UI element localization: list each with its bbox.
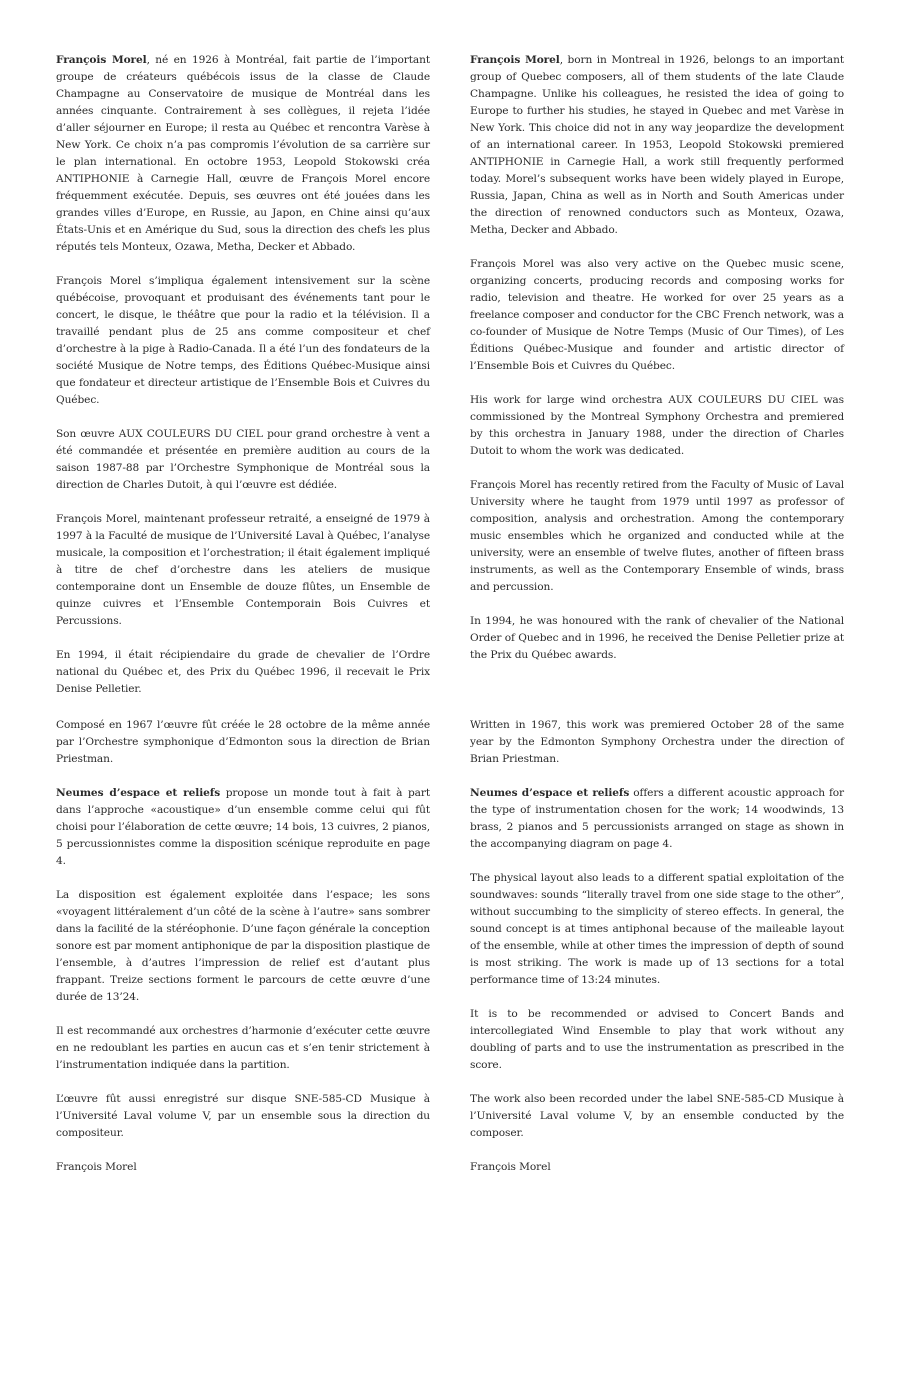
bio-en-paragraph-1 — [470, 52, 844, 239]
program-note-english — [470, 717, 844, 1193]
work-en-paragraph-4: It is to be recommended or advised to Concert Bands and intercollegiated Wind Ensemble to play that work without any doubling of parts and to use the instrumentation as prescribed in the score. — [470, 1008, 844, 1071]
bio-fr-paragraph-1 — [56, 52, 430, 256]
work-title: Neumes d’espace et reliefs — [56, 787, 221, 799]
signature: François Morel — [56, 1161, 137, 1173]
bio-en-paragraph-1-text: , born in Montreal in 1926, belongs to an important group of Quebec composers, all of them students of the late Claude Champagne. Unlike his colleagues, he resisted the idea of going to Europe to further his studies, he stayed in Quebec and met Varèse in New York. This choice did not in any way jeopardize the development of an international career. In 1953, Leopold Stokowski premiered ANTIPHONIE in Carnegie Hall, a work still frequently performed today. Morel’s subsequent works have been widely played in Europe, Russia, Japan, China as well as in North and South Americas under the direction of renowned conductors such as Monteux, Ozawa, Metha, Decker and Abbado. — [470, 54, 845, 236]
work-en-paragraph-2-text: offers a different acoustic approach for the type of instrumentation chosen for the work; 14 woodwinds, 13 brass, 2 pianos and 5 percussionists arranged on stage as shown in the accompanying diagram on page 4. — [470, 787, 845, 850]
biography-french — [56, 52, 430, 715]
work-fr-paragraph-4: Il est recommandé aux orchestres d’harmonie d’exécuter cette œuvre en ne redoublant les parties en aucun cas et s’en tenir strictement à l’instrumentation indiquée dans la partition. — [56, 1025, 430, 1071]
program-note-french — [56, 717, 430, 1193]
bio-en-paragraph-5: In 1994, he was honoured with the rank of chevalier of the National Order of Quebec and in 1996, he received the Denise Pelletier prize at the Prix du Québec awards. — [470, 615, 844, 661]
work-en-paragraph-5: The work also been recorded under the label SNE-585-CD Musique à l’Université Laval volume V, by an ensemble conducted by the composer. — [470, 1093, 844, 1139]
bio-en-paragraph-3: His work for large wind orchestra AUX COULEURS DU CIEL was commissioned by the Montreal Symphony Orchestra and premiered by this orchestra in January 1988, under the direction of Charles Dutoit to whom the work was dedicated. — [470, 394, 844, 457]
composer-name: François Morel — [56, 54, 147, 66]
biography-english — [470, 52, 844, 681]
signature: François Morel — [470, 1161, 551, 1173]
bio-fr-paragraph-5: En 1994, il était récipiendaire du grade de chevalier de l’Ordre national du Québec et, des Prix du Québec 1996, il recevait le Prix Denise Pelletier. — [56, 649, 430, 695]
work-en-paragraph-1: Written in 1967, this work was premiered October 28 of the same year by the Edmonton Symphony Orchestra under the direction of Brian Priestman. — [470, 719, 844, 765]
work-fr-paragraph-3: La disposition est également exploitée dans l’espace; les sons «voyagent littéralement d’un côté de la scène à l’autre» sans sombrer dans la facilité de la stéréophonie. D’une façon générale la conception sonore est par moment antiphonique de par la disposition plastique de l’ensemble, à d’autres l’impression de relief est d’autant plus frappant. Treize sections forment le parcours de cette œuvre d’une durée de 13’24. — [56, 889, 430, 1003]
work-fr-paragraph-5: L’œuvre fût aussi enregistré sur disque SNE-585-CD Musique à l’Université Laval volume V, par un ensemble sous la direction du compositeur. — [56, 1093, 430, 1139]
work-title: Neumes d’espace et reliefs — [470, 787, 630, 799]
work-fr-paragraph-2 — [56, 785, 430, 870]
composer-name: François Morel — [470, 54, 560, 66]
bio-en-paragraph-4: François Morel has recently retired from the Faculty of Music of Laval University where he taught from 1979 until 1997 as professor of composition, analysis and orchestration. Among the contemporary music ensembles which he organized and conducted while at the university, were an ensemble of twelve flutes, another of fifteen brass instruments, as well as the Contemporary Ensemble of winds, brass and percussion. — [470, 479, 844, 593]
work-fr-paragraph-1: Composé en 1967 l’œuvre fût créée le 28 octobre de la même année par l’Orchestre symphonique d’Edmonton sous la direction de Brian Priestman. — [56, 719, 430, 765]
work-en-paragraph-3: The physical layout also leads to a different spatial exploitation of the soundwaves: sounds “literally travel from one side stage to the other”, without succumbing to the simplicity of stereo effects. In general, the sound concept is at times antiphonal because of the maileable layout of the ensemble, while at other times the impression of depth of sound is most striking. The work is made up of 13 sections for a total performance time of 13:24 minutes. — [470, 872, 844, 986]
work-en-paragraph-2 — [470, 785, 844, 853]
work-fr-paragraph-2-text: propose un monde tout à fait à part dans l’approche «acoustique» d’un ensemble comme celui qui fût choisi pour l’élaboration de cette œuvre; 14 bois, 13 cuivres, 2 pianos, 5 percussionnistes comme la disposition scénique reproduite en page 4. — [56, 787, 430, 867]
bio-fr-paragraph-1-text: , né en 1926 à Montréal, fait partie de l’important groupe de créateurs québécois issus de la classe de Claude Champagne au Conservatoire de musique de Montréal dans les années cinquante. Contrairement à ses collègues, il rejeta l’idée d’aller séjourner en Europe; il resta au Québec et rencontra Varèse à New York. Ce choix n’a pas compromis l’évolution de sa carrière sur le plan international. En octobre 1953, Leopold Stokowski créa ANTIPHONIE à Carnegie Hall, œuvre de François Morel encore fréquemment exécutée. Depuis, ses œuvres ont été jouées dans les grandes villes d’Europe, en Russie, au Japon, en Chine ainsi qu’aux États-Unis et en Amérique du Sud, sous la direction des chefs les plus réputés tels Monteux, Ozawa, Metha, Decker et Abbado. — [56, 54, 430, 253]
bio-fr-paragraph-2: François Morel s’impliqua également intensivement sur la scène québécoise, provoquant et produisant des événements tant pour le concert, le disque, le théâtre que pour la radio et la télévision. Il a travaillé pendant plus de 25 ans comme compositeur et chef d’orchestre à la pige à Radio-Canada. Il a été l’un des fondateurs de la société Musique de Notre temps, des Éditions Québec-Musique ainsi que fondateur et directeur artistique de l’Ensemble Bois et Cuivres du Québec. — [56, 275, 430, 406]
bio-en-paragraph-2: François Morel was also very active on the Quebec music scene, organizing concerts, producing records and composing works for radio, television and theatre. He worked for over 25 years as a freelance composer and conductor for the CBC French network, was a co-founder of Musique de Notre Temps (Music of Our Times), of Les Éditions Québec-Musique and founder and artistic director of l’Ensemble Bois et Cuivres du Québec. — [470, 258, 844, 372]
bio-fr-paragraph-3: Son œuvre AUX COULEURS DU CIEL pour grand orchestre à vent a été commandée et présentée en première audition au cours de la saison 1987-88 par l’Orchestre Symphonique de Montréal sous la direction de Charles Dutoit, à qui l’œuvre est dédiée. — [56, 428, 430, 491]
bio-fr-paragraph-4: François Morel, maintenant professeur retraité, a enseigné de 1979 à 1997 à la Faculté de musique de l’Université Laval à Québec, l’analyse musicale, la composition et l’orchestration; il était également impliqué à titre de chef d’orchestre dans les ateliers de musique contemporaine dont un Ensemble de douze flûtes, un Ensemble de quinze cuivres et l’Ensemble Contemporain Bois Cuivres et Percussions. — [56, 513, 430, 627]
